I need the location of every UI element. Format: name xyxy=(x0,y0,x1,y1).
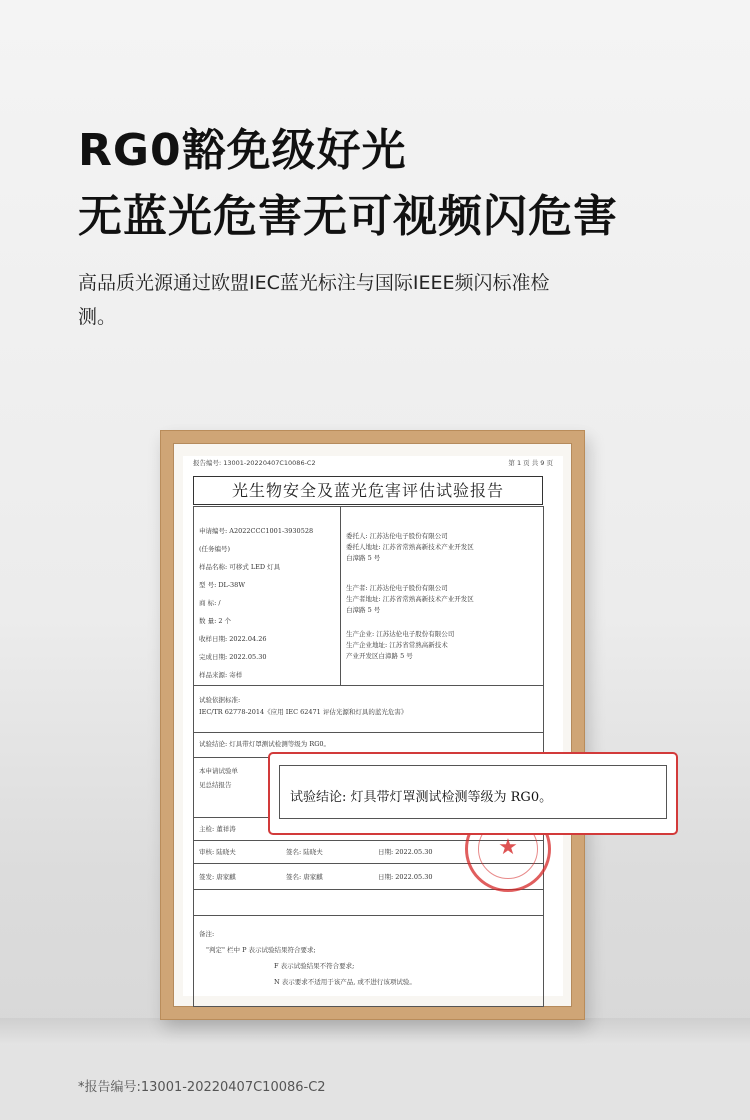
test-basis: IEC/TR 62778-2014《应用 IEC 62471 评估光源和灯具的蓝光危害》 xyxy=(199,708,408,716)
report-number: 报告编号: 13001-20220407C10086-C2 xyxy=(193,459,316,467)
producer: 生产者: 江苏达伦电子股份有限公司 xyxy=(346,584,448,592)
chief-inspector: 主检: 董祥涛 xyxy=(199,825,236,833)
shelf-edge xyxy=(0,1018,750,1048)
approver: 签发: 唐家麒 xyxy=(199,873,236,881)
app-no: 申请编号: A2022CCC1001-3930528 xyxy=(199,527,314,535)
reviewer: 审核: 陆晓夫 xyxy=(199,848,236,856)
conclusion-callout xyxy=(268,752,678,835)
footnote: *报告编号:13001-20220407C10086-C2 xyxy=(78,1080,326,1095)
approve-date: 日期: 2022.05.30 xyxy=(378,873,433,881)
producer-address: 生产者地址: 江苏省常熟高新技术产业开发区 xyxy=(346,595,474,603)
report-title: 光生物安全及蓝光危害评估试验报告 xyxy=(193,476,543,505)
quantity: 数 量: 2 个 xyxy=(199,617,232,625)
client-address-2: 白漳路 5 号 xyxy=(346,554,381,562)
headline-line-1: RG0豁免级好光 xyxy=(78,125,407,176)
manufacturer-address: 生产企业地址: 江苏省常熟高新技术 xyxy=(346,641,448,649)
callout-text: 试验结论: 灯具带灯罩测试检测等级为 RG0。 xyxy=(290,790,553,805)
test-basis-label: 试验依据标准: xyxy=(199,696,241,704)
receive-date: 收样日期: 2022.04.26 xyxy=(199,635,267,643)
headline-line-2: 无蓝光危害无可视频闪危害 xyxy=(78,191,618,242)
note-line-2: 见总结报告 xyxy=(199,781,232,789)
remark-3: N 表示要求不适用于该产品, 或不进行该项试验。 xyxy=(274,978,416,986)
seal-star-icon: ★ xyxy=(498,835,518,860)
task-no: (任务编号) xyxy=(199,545,231,553)
report-document xyxy=(183,456,563,996)
remark-2: F 表示试验结果不符合要求; xyxy=(274,962,355,970)
manufacturer-address-2: 产业开发区白漳路 5 号 xyxy=(346,652,413,660)
trademark: 商 标: / xyxy=(199,599,221,607)
complete-date: 完成日期: 2022.05.30 xyxy=(199,653,267,661)
approver-signature: 签名: 唐家麒 xyxy=(286,873,323,881)
client-address: 委托人地址: 江苏省常熟高新技术产业开发区 xyxy=(346,543,474,551)
sample-name: 样品名称: 可移式 LED 灯具 xyxy=(199,563,281,571)
review-date: 日期: 2022.05.30 xyxy=(378,848,433,856)
picture-frame xyxy=(160,430,585,1020)
manufacturer: 生产企业: 江苏达伦电子股份有限公司 xyxy=(346,630,455,638)
client: 委托人: 江苏达伦电子股份有限公司 xyxy=(346,532,448,540)
model: 型 号: DL-38W xyxy=(199,581,245,589)
producer-address-2: 白漳路 5 号 xyxy=(346,606,381,614)
page-indicator: 第 1 页 共 9 页 xyxy=(508,459,553,467)
reviewer-signature: 签名: 陆晓夫 xyxy=(286,848,323,856)
sample-source: 样品来源: 寄样 xyxy=(199,671,243,679)
remarks-label: 备注: xyxy=(199,930,215,938)
subtitle-text: 高品质光源通过欧盟IEC蓝光标注与国际IEEE频闪标准检测。 xyxy=(78,272,550,328)
remark-1: "判定" 栏中 P 表示试验结果符合要求; xyxy=(206,946,316,954)
report-header xyxy=(193,458,553,467)
test-conclusion: 试验结论: 灯具带灯罩测试检测等级为 RG0。 xyxy=(199,740,331,748)
note-line-1: 本申请试验单 xyxy=(199,767,238,775)
